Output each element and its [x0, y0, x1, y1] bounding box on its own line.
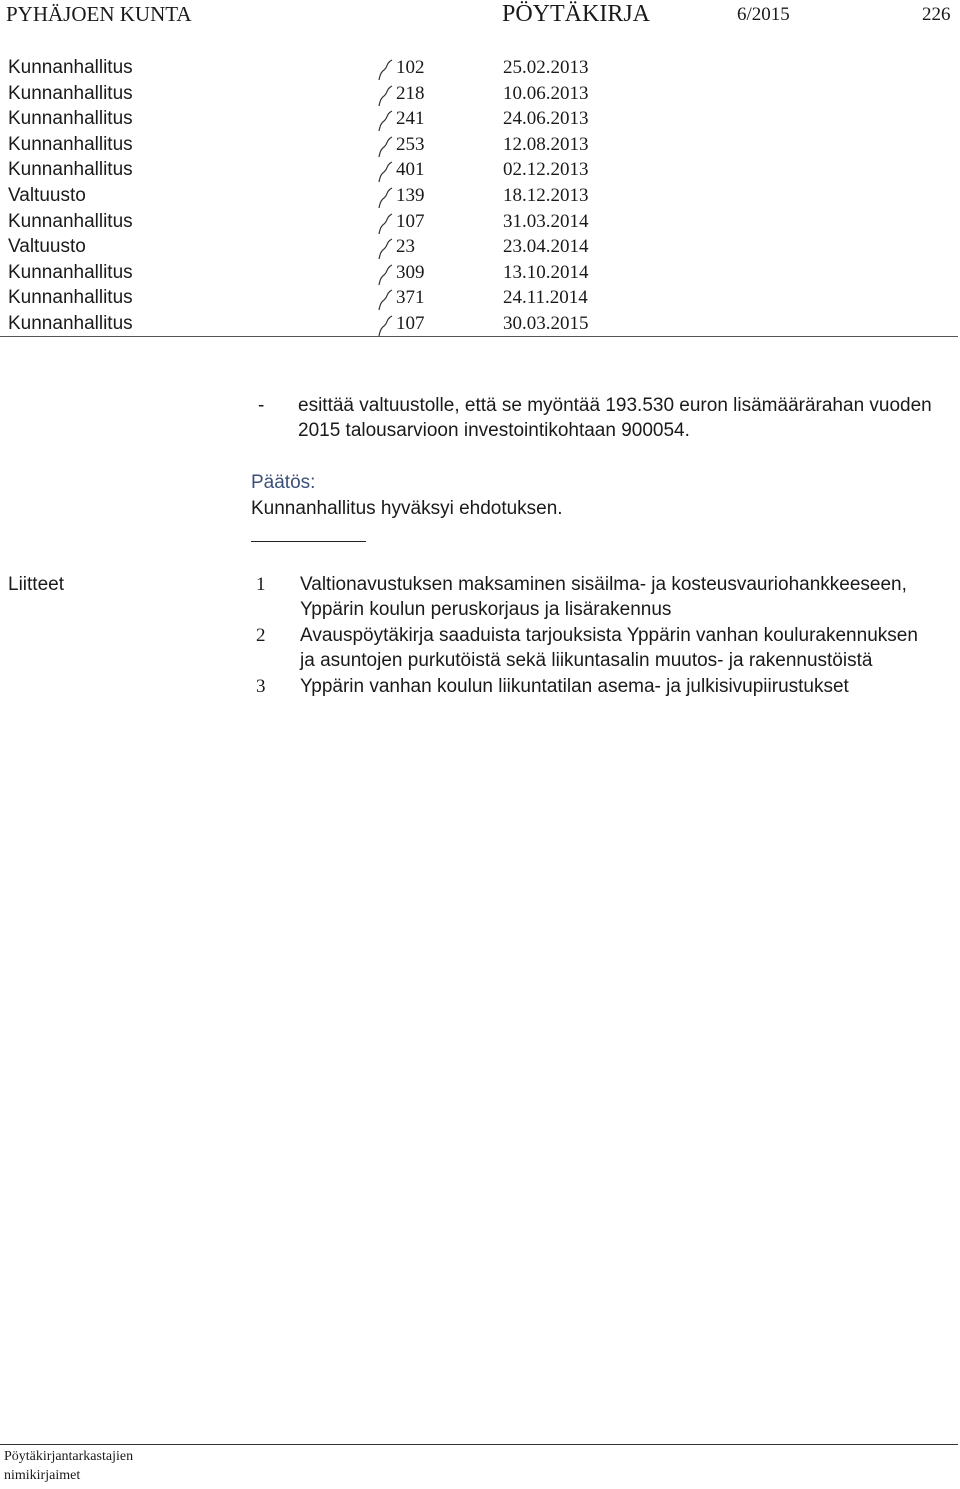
attachment-title-line: Yppärin vanhan koulun liikuntatilan asema- ja julkisivupiirustukset [300, 676, 849, 697]
history-body: Kunnanhallitus [8, 159, 133, 181]
document-type: PÖYTÄKIRJA [502, 1, 651, 27]
history-row [0, 211, 960, 236]
history-section-number: 102 [396, 57, 425, 78]
page-number: 226 [922, 4, 951, 25]
footer-line-2: nimikirjaimet [4, 1468, 81, 1483]
history-date: 25.02.2013 [503, 57, 589, 78]
history-row [0, 159, 960, 184]
history-date: 02.12.2013 [503, 159, 589, 181]
history-date: 13.10.2014 [503, 261, 589, 283]
history-section-number: 107 [396, 210, 425, 232]
history-divider [0, 336, 958, 337]
attachment-number: 3 [256, 676, 266, 697]
attachment-number: 1 [256, 574, 266, 595]
history-section-number: 23 [396, 236, 415, 258]
history-body: Valtuusto [8, 236, 86, 258]
attachment-number: 2 [256, 625, 266, 646]
history-body: Kunnanhallitus [8, 57, 133, 78]
section-mark-icon [378, 187, 394, 209]
history-body: Kunnanhallitus [8, 313, 133, 334]
section-mark-icon [378, 213, 394, 235]
proposal-line-1: esittää valtuustolle, että se myöntää 193.530 euron lisämäärärahan vuoden [298, 395, 932, 416]
history-row [0, 83, 960, 108]
attachment-title-line: Avauspöytäkirja saaduista tarjouksista Yppärin vanhan koulurakennuksen [300, 625, 918, 646]
history-section-number: 139 [396, 185, 425, 206]
section-mark-icon [378, 161, 394, 183]
section-mark-icon [378, 59, 394, 81]
history-date: 31.03.2014 [503, 210, 589, 232]
history-date: 30.03.2015 [503, 313, 589, 334]
attachment-title-line: Yppärin koulun peruskorjaus ja lisärakennus [300, 599, 672, 620]
history-date: 24.11.2014 [503, 287, 588, 309]
history-date: 18.12.2013 [503, 185, 589, 206]
meeting-number: 6/2015 [737, 4, 790, 25]
history-body: Kunnanhallitus [8, 108, 133, 130]
attachment-title-line: ja asuntojen purkutöistä sekä liikuntasalin muutos- ja rakennustöistä [300, 650, 873, 671]
section-mark-icon [378, 238, 394, 260]
history-row [0, 236, 960, 261]
history-row [0, 57, 960, 82]
footer-line-1: Pöytäkirjantarkastajien [4, 1449, 134, 1464]
history-row [0, 262, 960, 287]
history-section-number: 218 [396, 82, 425, 104]
section-mark-icon [378, 85, 394, 107]
signature-rule [0, 1444, 958, 1445]
attachments-label: Liitteet [8, 574, 64, 595]
proposal-bullet: - [258, 395, 265, 416]
history-section-number: 371 [396, 287, 425, 309]
decision-heading: Päätös: [251, 472, 316, 493]
history-row [0, 185, 960, 210]
history-row [0, 108, 960, 133]
section-mark-icon [378, 110, 394, 132]
municipality-name: PYHÄJOEN KUNTA [6, 2, 192, 26]
history-body: Kunnanhallitus [8, 210, 133, 232]
history-body: Kunnanhallitus [8, 287, 133, 309]
history-section-number: 241 [396, 108, 425, 130]
decision-text: Kunnanhallitus hyväksyi ehdotuksen. [251, 498, 563, 519]
history-row [0, 134, 960, 159]
history-date: 23.04.2014 [503, 236, 589, 258]
history-row [0, 287, 960, 312]
section-mark-icon [378, 315, 394, 337]
decision-end-rule [251, 541, 366, 542]
history-body: Kunnanhallitus [8, 261, 133, 283]
history-section-number: 107 [396, 313, 425, 334]
attachment-title-line: Valtionavustuksen maksaminen sisäilma- ja kosteusvauriohankkeeseen, [300, 574, 907, 595]
section-mark-icon [378, 264, 394, 286]
history-date: 24.06.2013 [503, 108, 589, 130]
history-section-number: 309 [396, 261, 425, 283]
history-body: Valtuusto [8, 185, 86, 206]
section-mark-icon [378, 289, 394, 311]
history-date: 12.08.2013 [503, 133, 589, 155]
history-body: Kunnanhallitus [8, 82, 133, 104]
history-row [0, 313, 960, 338]
proposal-line-2: 2015 talousarvioon investointikohtaan 900054. [298, 420, 690, 441]
history-date: 10.06.2013 [503, 82, 589, 104]
history-body: Kunnanhallitus [8, 133, 133, 155]
section-mark-icon [378, 136, 394, 158]
history-section-number: 253 [396, 133, 425, 155]
history-section-number: 401 [396, 159, 425, 181]
